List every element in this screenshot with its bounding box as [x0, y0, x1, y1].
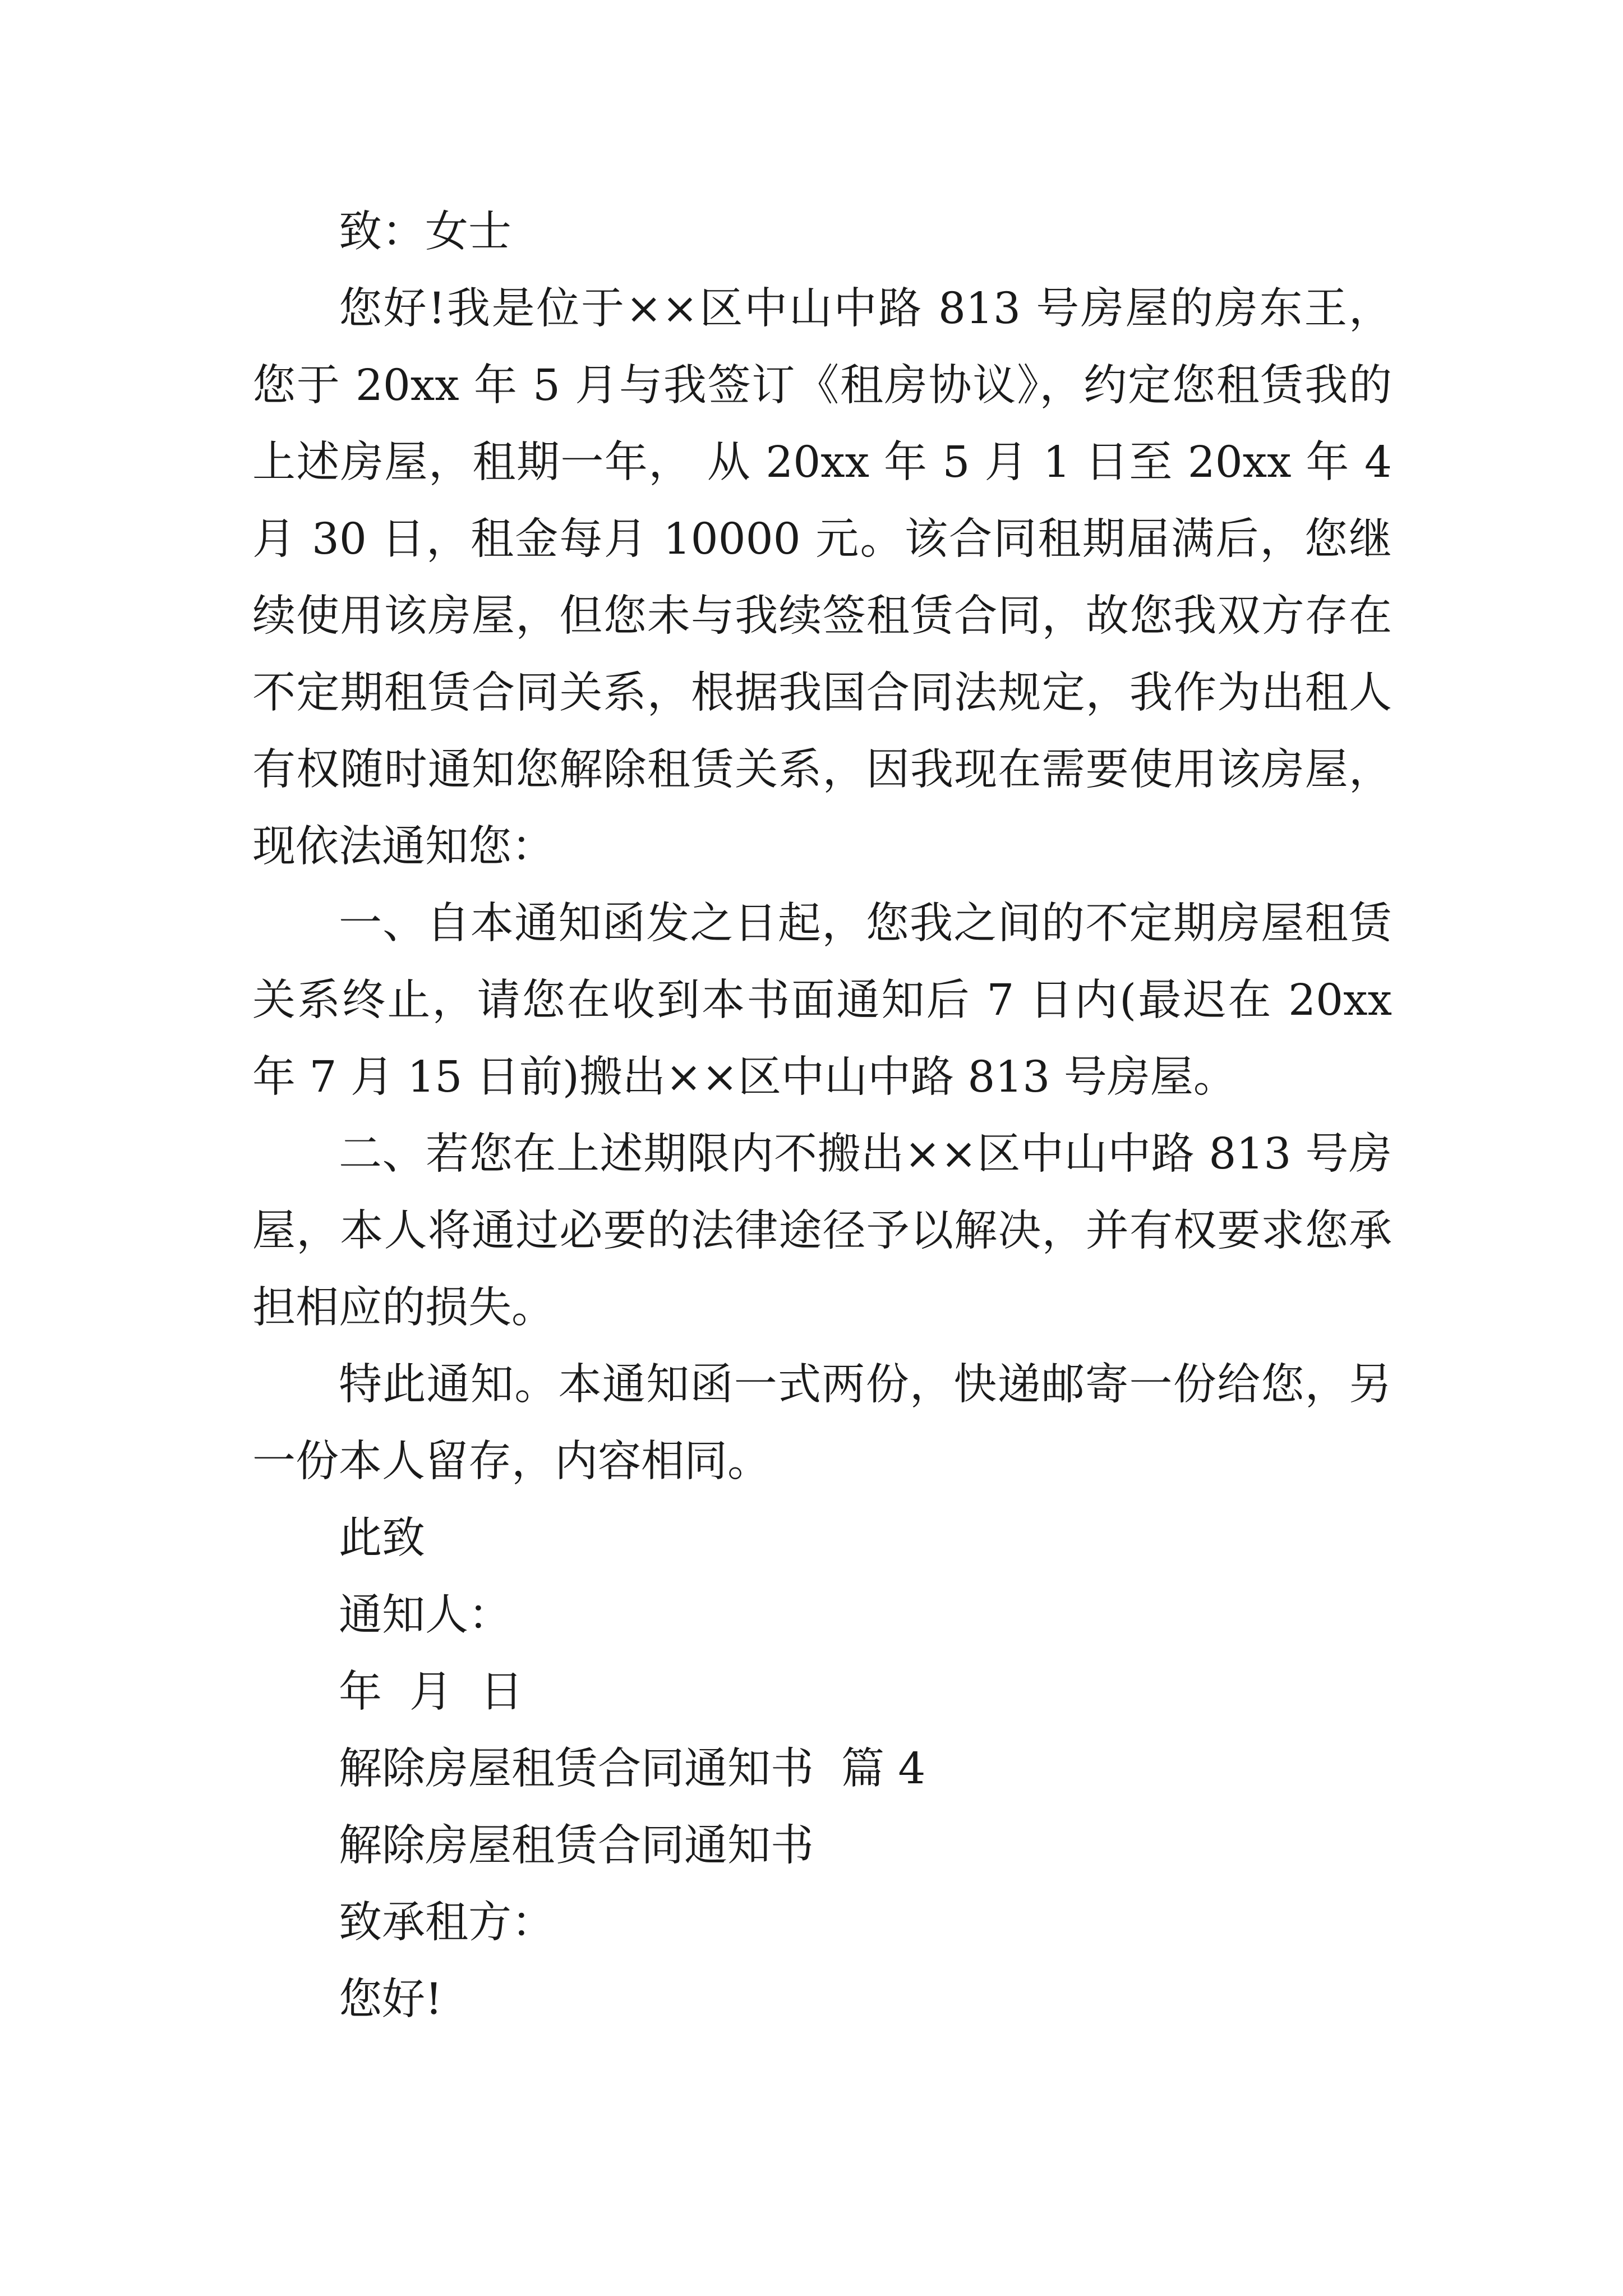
notifier-label: 通知人：: [339, 1590, 511, 1640]
salutation: 致：女士: [339, 207, 511, 257]
paragraph-notice: 特此通知。本通知函一式两份，快递邮寄一份给您，另一份本人留存，内容相同。: [252, 1360, 1392, 1487]
next-salutation: 致承租方：: [339, 1898, 555, 1948]
paragraph-intro: 您好!我是位于××区中山中路 813 号房屋的房东王，您于 20xx 年 5 月与我签订《租房协议》，约定您租赁我的上述房屋，租期一年， 从 20xx 年 5 月 1 日至 20xx 年 4 月 30 日，租金每月 10000 元。该合同租期届满后，您继续使用该房屋，但您未与我续签租赁合同，故您我双方存在不定期租赁合同关系，根据我国合同法规定，我作为出租人有权随时通知您解除租赁关系，因我现在需要使用该房屋，现依法通知您：: [252, 284, 1392, 872]
closing: 此致: [339, 1513, 425, 1563]
date-line: 年 月 日: [339, 1667, 523, 1717]
section-heading: 解除房屋租赁合同通知书 篇 4: [339, 1744, 926, 1794]
document-body: [252, 194, 1392, 2038]
paragraph-item-1: 一、自本通知函发之日起，您我之间的不定期房屋租赁关系终止，请您在收到本书面通知后 7 日内(最迟在 20xx 年 7 月 15 日前)搬出××区中山中路 813 号房屋。: [252, 899, 1392, 1102]
next-greeting: 您好!: [339, 1975, 442, 2024]
next-document-title: 解除房屋租赁合同通知书: [339, 1821, 814, 1871]
paragraph-item-2: 二、若您在上述期限内不搬出××区中山中路 813 号房屋，本人将通过必要的法律途径予以解决，并有权要求您承担相应的损失。: [252, 1129, 1392, 1333]
